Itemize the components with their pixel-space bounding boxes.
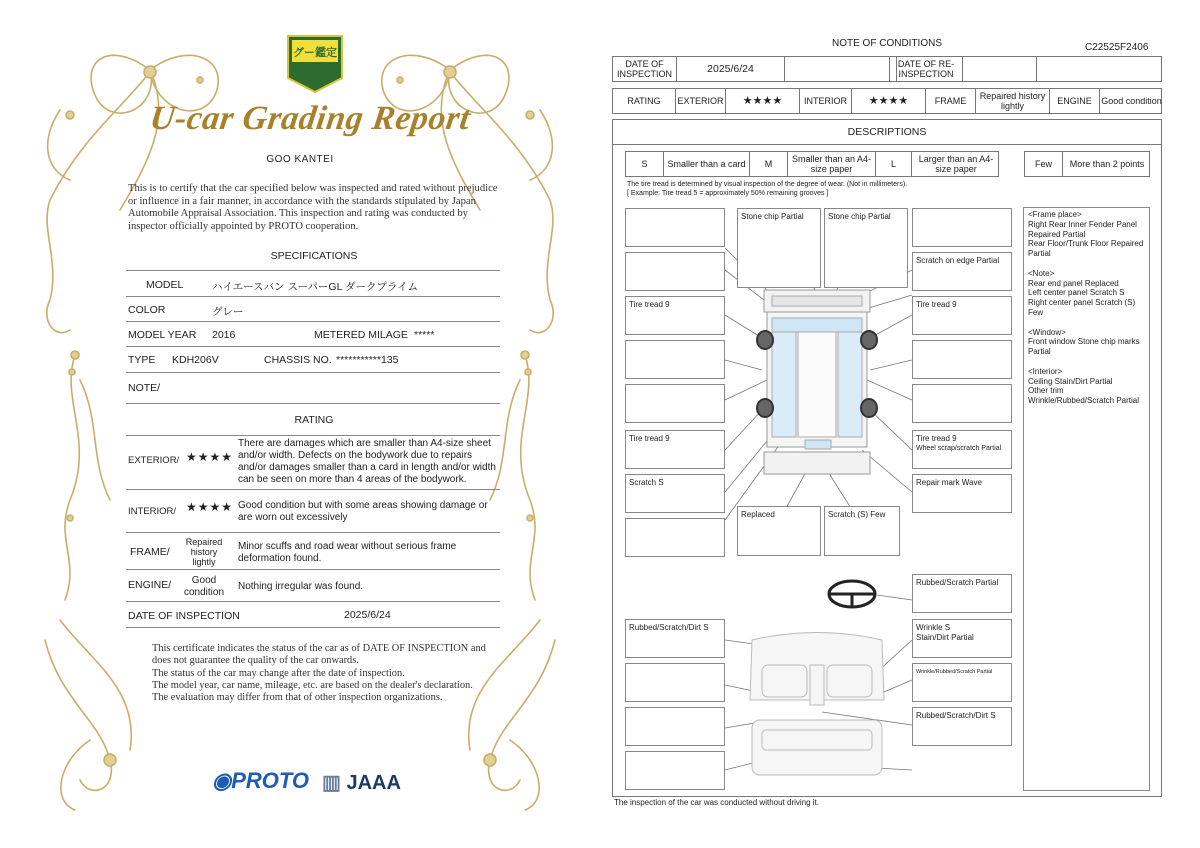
divider: [126, 372, 500, 373]
legend-m-key: M: [750, 152, 788, 176]
divider: [126, 403, 500, 404]
mileage-value: *****: [414, 329, 435, 341]
damage-box: [912, 340, 1012, 379]
frame-label: FRAME/: [130, 546, 170, 558]
divider: [126, 435, 500, 436]
frame-value: Repaired history lightly: [976, 89, 1050, 113]
divider: [126, 321, 500, 322]
damage-box-left-front-tire: Tire tread 9: [625, 296, 725, 335]
damage-box: [625, 663, 725, 702]
engine-value: Good condition: [1101, 96, 1162, 106]
damage-box-left-rear-tire: Tire tread 9: [625, 430, 725, 469]
interior-stars: ★★★★: [852, 89, 926, 113]
inspection-footer: The inspection of the car was conducted without driving it.: [614, 798, 819, 807]
divider: [126, 270, 500, 271]
damage-box-rear-right: Scratch (S) Few: [824, 506, 900, 556]
damage-box: [625, 252, 725, 291]
damage-box-steering: Rubbed/Scratch Partial: [912, 574, 1012, 613]
damage-box: [625, 208, 725, 247]
rating-row: [612, 88, 1162, 114]
type-value: KDH206V: [172, 354, 219, 366]
color-label: COLOR: [128, 304, 166, 316]
interior-label: INTERIOR: [800, 89, 852, 113]
date-of-inspection-value: 2025/6/24: [344, 609, 391, 621]
damage-box: [912, 384, 1012, 423]
empty-cell: [785, 57, 897, 81]
descriptions-heading: DESCRIPTIONS: [612, 119, 1162, 145]
damage-box: [625, 707, 725, 746]
exterior-label: EXTERIOR/: [128, 455, 180, 466]
divider: [126, 346, 500, 347]
frame-label: FRAME: [926, 89, 976, 113]
divider: [126, 296, 500, 297]
date-of-inspection-value: 2025/6/24: [677, 57, 785, 81]
legend-l-key: L: [876, 152, 912, 176]
date-of-reinspection-label: DATE OF RE-INSPECTION: [889, 57, 963, 81]
conditions-title: NOTE OF CONDITIONS: [832, 38, 942, 49]
divider: [126, 569, 500, 570]
specifications-heading: SPECIFICATIONS: [270, 250, 358, 262]
type-label: TYPE: [128, 354, 156, 366]
empty-cell: [963, 57, 1037, 81]
damage-box-front-seat: Wrinkle S Stain/Dirt Partial: [912, 619, 1012, 658]
proto-logo: ◉PROTO: [212, 768, 310, 793]
certificate-title: U-car Grading Report: [147, 100, 473, 137]
condition-notes-list: <Frame place> Right Rear Inner Fender Panel Repaired Partial Rear Floor/Trunk Floor Repaired Partial <Note> Rear end panel Replaced Left center panel Scratch S Right center panel Scratch (S) Few <Window> Front window Stone chip marks Partial <Interior> Ceiling Stain/Dirt Partial Other trim Wrinkle/Rubbed/Scratch Partial: [1023, 207, 1150, 791]
damage-box: [912, 208, 1012, 247]
divider: [126, 627, 500, 628]
damage-box-ceiling: Rubbed/Scratch/Dirt S: [625, 619, 725, 658]
steering-wheel-icon: [829, 581, 875, 607]
exterior-description: There are damages which are smaller than A4-size sheet and/or width. Defects on the bodywork due to repairs and/or damages smaller than a card in length and/or width can be seen on more than 4 areas of the bodywork.: [238, 438, 496, 485]
damage-box-trim: Wrinkle/Rubbed/Scratch Partial: [912, 663, 1012, 702]
damage-box-front-left-glass: Stone chip Partial: [737, 208, 821, 288]
legend-s-desc: Smaller than a card: [664, 152, 750, 176]
legend-few-desc: More than 2 points: [1069, 159, 1145, 169]
damage-box-right-front: Scratch on edge Partial: [912, 252, 1012, 291]
damage-box: [625, 751, 725, 790]
divider: [126, 532, 500, 533]
damage-box-rear-seat: Rubbed/Scratch/Dirt S: [912, 707, 1012, 746]
rating-heading: RATING: [294, 414, 334, 426]
empty-cell: [1037, 57, 1163, 81]
mileage-label: METERED MILAGE: [314, 329, 408, 341]
certificate-disclaimer: This certificate indicates the status of the car as of DATE OF INSPECTION and does not guarantee the quality of the car onwards. The status of the car may change after the date of inspection. The model year, car name, mileage, etc. are based on the dealer's declaration. The evaluation may differ from that of other inspection organizations.: [152, 643, 486, 704]
interior-description: Good condition but with some areas showing damage or are worn out excessively: [238, 500, 488, 523]
legend-l-desc: Larger than an A4-size paper: [918, 154, 994, 174]
legend-few-key: Few: [1025, 152, 1063, 176]
divider: [126, 601, 500, 602]
damage-box-rear-left: Replaced: [737, 506, 821, 556]
exterior-stars: ★★★★: [726, 89, 800, 113]
jaaa-logo: ▥ JAAA: [322, 772, 401, 794]
model-label: MODEL: [146, 279, 184, 291]
damage-box: [625, 340, 725, 379]
engine-rating: Good condition: [183, 575, 225, 598]
engine-description: Nothing irregular was found.: [238, 581, 364, 592]
van-top-view: [757, 290, 877, 474]
exterior-stars: ★★★★: [186, 450, 234, 464]
frame-rating: Repaired history lightly: [185, 537, 223, 567]
tread-note: The tire tread is determined by visual inspection of the degree of wear. (Not in millimeters). [ Example: Tire tread 5 = approximately 50% remaining grooves ]: [627, 181, 908, 197]
damage-size-legend: [625, 151, 999, 177]
color-value: グレー: [212, 306, 244, 318]
damage-box: [625, 518, 725, 557]
exterior-label: EXTERIOR: [676, 89, 726, 113]
few-legend: [1024, 151, 1150, 177]
legend-s-key: S: [626, 152, 664, 176]
divider: [126, 489, 500, 490]
model-year-label: MODEL YEAR: [128, 329, 197, 341]
model-value: ハイエースバン スーパーGL ダークプライム: [212, 281, 419, 293]
rating-label: RATING: [613, 89, 676, 113]
damage-box: [625, 384, 725, 423]
interior-view: [750, 633, 884, 776]
document-id: C22525F2406: [1085, 42, 1149, 53]
damage-box-right-rear: Repair mark Wave: [912, 474, 1012, 513]
date-of-inspection-label: DATE OF INSPECTION: [613, 57, 677, 81]
interior-label: INTERIOR/: [128, 506, 177, 517]
chassis-label: CHASSIS NO.: [264, 354, 332, 366]
legend-m-desc: Smaller than an A4-size paper: [788, 152, 876, 176]
chassis-value: ***********135: [336, 354, 399, 366]
damage-box-right-front-tire: Tire tread 9: [912, 296, 1012, 335]
frame-description: Minor scuffs and road wear without serious frame deformation found.: [238, 541, 457, 564]
interior-stars: ★★★★: [186, 500, 234, 514]
certify-statement: This is to certify that the car specified below was inspected and rated without prejudice or influence in a fair manner, in accordance with the standards stipulated by Japan Automobile Appraisal Association. This inspection and rating was conducted by inspector officially appointed by PROTO cooperation.: [128, 183, 498, 232]
date-of-inspection-label: DATE OF INSPECTION: [128, 610, 240, 622]
damage-box-right-rear-tire: Tire tread 9 Wheel scrap/scratch Partial: [912, 430, 1012, 469]
inspection-dates-row: [612, 56, 1162, 82]
organization-name: GOO KANTEI: [266, 154, 334, 165]
engine-label: ENGINE: [1050, 89, 1100, 113]
model-year-value: 2016: [212, 329, 236, 341]
engine-label: ENGINE/: [128, 579, 172, 591]
damage-box-left-rear: Scratch S: [625, 474, 725, 513]
badge-text: グー鑑定: [293, 47, 337, 59]
damage-box-front-right-glass: Stone chip Partial: [824, 208, 908, 288]
note-label: NOTE/: [128, 382, 161, 394]
